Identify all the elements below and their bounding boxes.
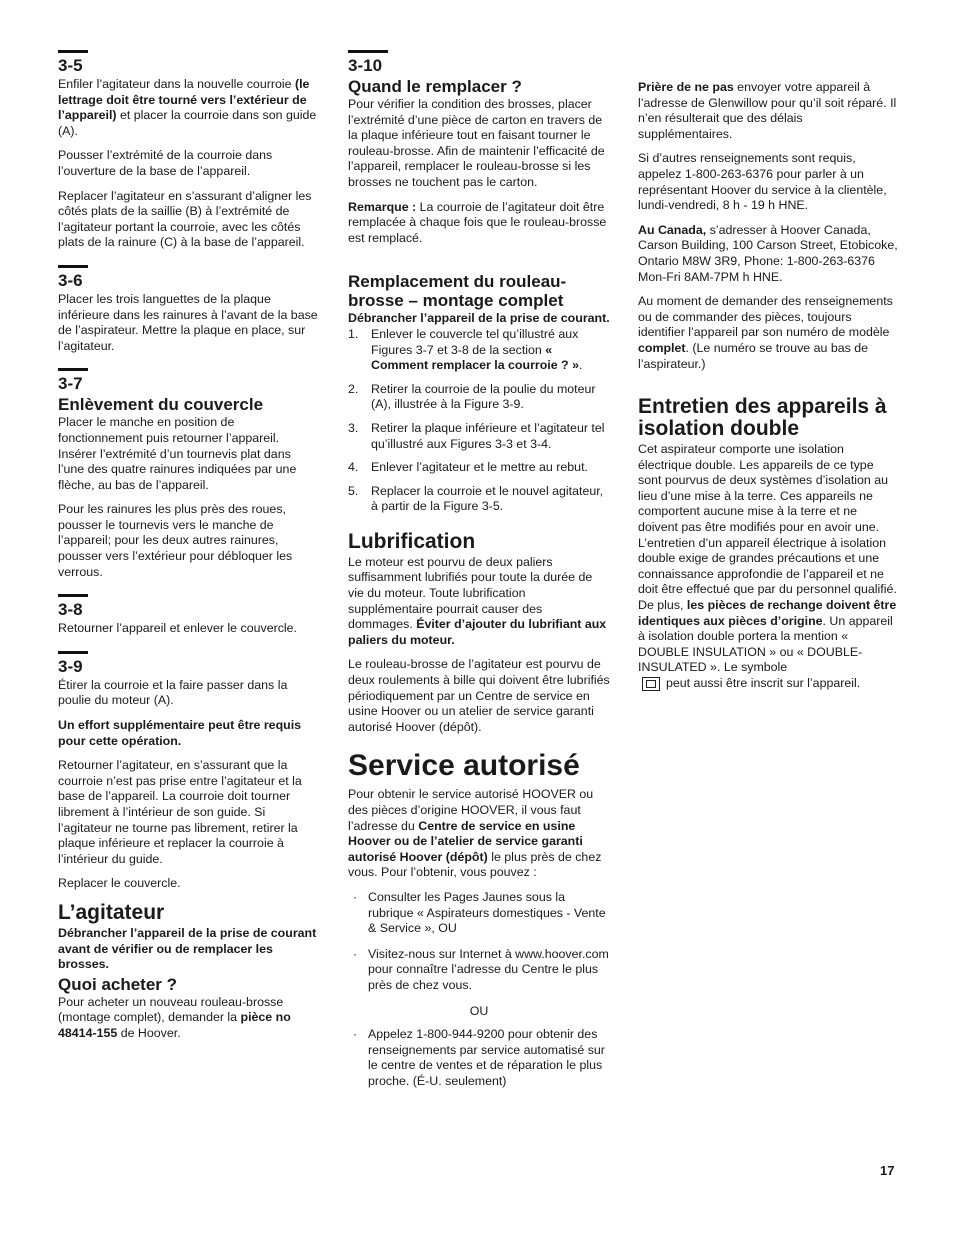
list-item: [348, 460, 610, 476]
paragraph: Retourner l’appareil et enlever le couvercle.: [58, 621, 297, 636]
bold-text: Éviter d’ajouter du lubrifiant aux paliers du moteur.: [348, 617, 607, 647]
section-service: [348, 749, 610, 1089]
text: . (Le numéro se trouve au bas de l’aspirateur.): [638, 340, 869, 371]
bullet: ·: [353, 946, 358, 961]
paragraph-bold: [58, 718, 320, 749]
text: de Hoover.: [117, 1025, 181, 1040]
text: Enlever l’agitateur et le mettre au rebut.: [371, 460, 588, 475]
bold-text: Remarque :: [348, 199, 417, 214]
section-3-10: [348, 50, 610, 246]
step-number: 2.: [348, 381, 359, 396]
section-3-7: [58, 368, 320, 580]
note: [348, 200, 610, 247]
warning: [58, 926, 320, 973]
section-number: 3-5: [58, 50, 88, 75]
paragraph: Placer le manche en position de fonctionnement puis retourner l’appareil. Insérer l’extrémité d’un tournevis plat dans l’une des quatre rainures indiquées par une flèche, au bas de l’appareil.: [58, 415, 297, 492]
text: Enlever le couvercle tel qu’illustré aux Figures 3-7 et 3-8 de la section: [371, 326, 579, 357]
section-remplacement: [348, 272, 610, 515]
bold-text: Un effort supplémentaire peut être requis pour cette opération.: [58, 718, 302, 748]
text: Replacer la courroie et le nouvel agitateur, à partir de la Figure 3-5.: [371, 483, 604, 514]
column-right: [638, 80, 900, 701]
section-number: 3-6: [58, 265, 88, 290]
bold-text: (le lettrage doit être tourné vers l’extérieur de l’appareil): [58, 77, 310, 123]
bold-text: « Comment remplacer la courroie ? »: [371, 342, 579, 373]
text: Retirer la plaque inférieure et l’agitateur tel qu’illustré aux Figures 3-3 et 3-4.: [371, 420, 605, 451]
step-number: 5.: [348, 483, 359, 498]
list-item: [348, 382, 610, 413]
page-number: 17: [880, 1163, 895, 1178]
text: La courroie de l’agitateur doit être remplacée à chaque fois que le rouleau-brosse est remplacé.: [348, 199, 607, 245]
section-title: Remplacement du rouleau-brosse – montage complet: [348, 272, 567, 311]
double-insulation-symbol-icon: [642, 677, 660, 691]
paragraph: Retourner l’agitateur, en s’assurant que la courroie n’est pas prise entre l’agitateur et la base de l’appareil. La courroie doit tourner librement à l’intérieur de son guide. Si l’agitateur ne tourne pas librement, retirer la plaque inférieure et replacer la courroie à l’intérieur du guide.: [58, 758, 302, 866]
separator-ou: OU: [469, 1003, 489, 1018]
text: Le moteur est pourvu de deux paliers suffisamment lubrifiés pour toute la durée de vie du moteur. Toute lubrification supplémentaire pourrait causer des dommages.: [348, 554, 593, 632]
bold-text: les pièces de rechange doivent être identiques aux pièces d’origine: [638, 598, 897, 628]
section-3-5: [58, 50, 320, 251]
section-number: 3-8: [58, 594, 88, 619]
text: Pour acheter un nouveau rouleau-brosse (montage complet), demander la: [58, 994, 284, 1025]
paragraph: [58, 77, 320, 139]
section-title: Quand le remplacer ?: [348, 77, 522, 96]
step-number: 3.: [348, 420, 359, 435]
paragraph: Pour les rainures les plus près des roues, pousser le tournevis vers le manche de l’appareil; pour les deux autres rainures, pousser vers l’extérieur pour débloquer les verrous.: [58, 502, 293, 579]
text: .: [578, 358, 583, 373]
text: peut aussi être inscrit sur l’appareil.: [666, 676, 861, 690]
step-number: 4.: [348, 460, 359, 475]
paragraph: Pousser l’extrémité de la courroie dans l’ouverture de la base de l’appareil.: [58, 148, 273, 178]
section-title: Lubrification: [348, 529, 476, 553]
steps-list: [348, 327, 610, 515]
section-3-8: [58, 594, 320, 637]
text: Consulter les Pages Jaunes sous la rubrique « Aspirateurs domestiques - Vente & Service », OU: [368, 889, 606, 936]
text: Au moment de demander des renseignements ou de commander des pièces, toujours identifier l’appareil par son numéro de modèle: [638, 294, 893, 340]
step-number: 1.: [348, 326, 359, 341]
paragraph: Pour vérifier la condition des brosses, placer l’extrémité d’une pièce de carton en travers de la plaque inférieure tout en faisant tourner le rouleau-brosse. Afin de maintenir l’efficacité de l’appareil, remplacer le rouleau-brosse si les brosses ne touchent pas le carton.: [348, 97, 605, 189]
paragraph: Étirer la courroie et la faire passer dans la poulie du moteur (A).: [58, 677, 288, 708]
section-title: Service autorisé: [348, 749, 580, 783]
paragraph: [58, 995, 320, 1042]
bold-text: Centre de service en usine Hoover ou de l’atelier de service garanti autorisé Hoover (dépôt): [348, 818, 583, 864]
text: Enfiler l’agitateur dans la nouvelle courroie: [58, 77, 295, 91]
text: . Un appareil à isolation double portera la mention « DOUBLE INSULATION » ou « DOUBLE-INSULATED ». Le symbole: [638, 613, 893, 675]
paragraph: Replacer le couvercle.: [58, 876, 181, 891]
text: Pour obtenir le service autorisé HOOVER ou des pièces d’origine HOOVER, il vous faut l’adresse du: [348, 787, 594, 833]
paragraph: Replacer l’agitateur en s’assurant d’aligner les côtés plats de la saillie (B) à l’extrémité de l’agitateur portant la courroie, avec les côtés plats de la rainure (C) à la base de l’appareil.: [58, 188, 312, 250]
bold-text: Prière de ne pas: [638, 80, 734, 94]
bullet: ·: [353, 889, 358, 904]
bold-text: complet: [638, 340, 686, 355]
section-title: Enlèvement du couvercle: [58, 395, 264, 415]
list-item: [348, 484, 610, 515]
text: Retirer la courroie de la poulie du moteur (A), illustrée à la Figure 3-9.: [371, 381, 596, 412]
paragraph: [638, 223, 900, 285]
section-title: L’agitateur: [58, 900, 165, 924]
paragraph: [638, 442, 900, 692]
paragraph: [348, 555, 610, 649]
paragraph: [638, 80, 900, 142]
list-item: [348, 947, 610, 994]
bold-text: Au Canada,: [638, 222, 707, 237]
bullet: ·: [353, 1027, 358, 1042]
paragraph: Placer les trois languettes de la plaque inférieure dans les rainures à l’avant de la base de l’aspirateur. Mettre la plaque en place, sur l’agitateur.: [58, 291, 318, 353]
section-title: Entretien des appareils à isolation double: [638, 395, 887, 441]
text: envoyer votre appareil à l’adresse de Glenwillow pour qu’il soit réparé. Il n’en résulterait que des délais supplémentaires.: [638, 80, 897, 141]
paragraph: Si d’autres renseignements sont requis, appelez 1-800-263-6376 pour parler à un représentant Hoover du service à la clientèle, lundi-vendredi, 8 h - 19 h HNE.: [638, 151, 887, 213]
text: Cet aspirateur comporte une isolation électrique double. Les appareils de ce type sont pourvus de deux systèmes d’isolation au lieu d’une mise à la terre. Ces appareils ne comportent aucune mise à la terre et ne doivent pas être modifiés pour en avoir une. L’entretien d’un appareil électrique à isolation double exige de grandes précautions et une connaissance approfondie de l’appareil et ne doit être effectué que par du personnel qualifié. De plus,: [638, 442, 897, 613]
paragraph: [348, 787, 610, 881]
paragraph: Le rouleau-brosse de l’agitateur est pourvu de deux roulements à bille qui doivent être lubrifiés périodiquement par un Centre de service en usine Hoover ou un atelier de service garanti autorisé Hoover (dépôt).: [348, 657, 610, 734]
section-number: 3-9: [58, 651, 88, 676]
section-3-6: [58, 265, 320, 354]
text: le plus près de chez vous. Pour l’obtenir, vous pouvez :: [348, 849, 602, 880]
warning: [348, 311, 610, 327]
list-item: [348, 1027, 610, 1089]
part-number: pièce no 48414-155: [58, 1010, 291, 1040]
column-left: [58, 50, 320, 1051]
options-list: [348, 1027, 610, 1089]
column-middle: [348, 50, 610, 1100]
text: et placer la courroie dans son guide (A).: [58, 108, 317, 138]
text: Appelez 1-800-944-9200 pour obtenir des renseignements par service automatisé sur le centre de ventes et de réparation le plus proche. (É-U. seulement): [368, 1027, 605, 1088]
list-item: [348, 327, 610, 374]
text: s’adresser à Hoover Canada, Carson Building, 100 Carson Street, Etobicoke, Ontario M8W 3R9, Phone: 1-800-263-6376 Mon-Fri 8AM-7PM h HNE.: [638, 222, 898, 284]
section-3-9: [58, 651, 320, 892]
text: Visitez-nous sur Internet à www.hoover.com pour connaître l’adresse du Centre le plus près de chez vous.: [368, 946, 609, 992]
bold-text: Débrancher l’appareil de la prise de courant avant de vérifier ou de remplacer les brosses.: [58, 925, 317, 972]
section-number: 3-10: [348, 50, 388, 75]
list-item: [348, 890, 610, 937]
subsection-title: Quoi acheter ?: [58, 974, 178, 994]
section-entretien: [638, 396, 900, 692]
bold-text: Débrancher l’appareil de la prise de courant.: [348, 311, 610, 326]
section-number: 3-7: [58, 368, 88, 393]
options-list: [348, 890, 610, 994]
paragraph: [638, 294, 900, 372]
section-lubrification: [348, 531, 610, 736]
list-item: [348, 421, 610, 452]
section-agitateur: [58, 902, 320, 1042]
